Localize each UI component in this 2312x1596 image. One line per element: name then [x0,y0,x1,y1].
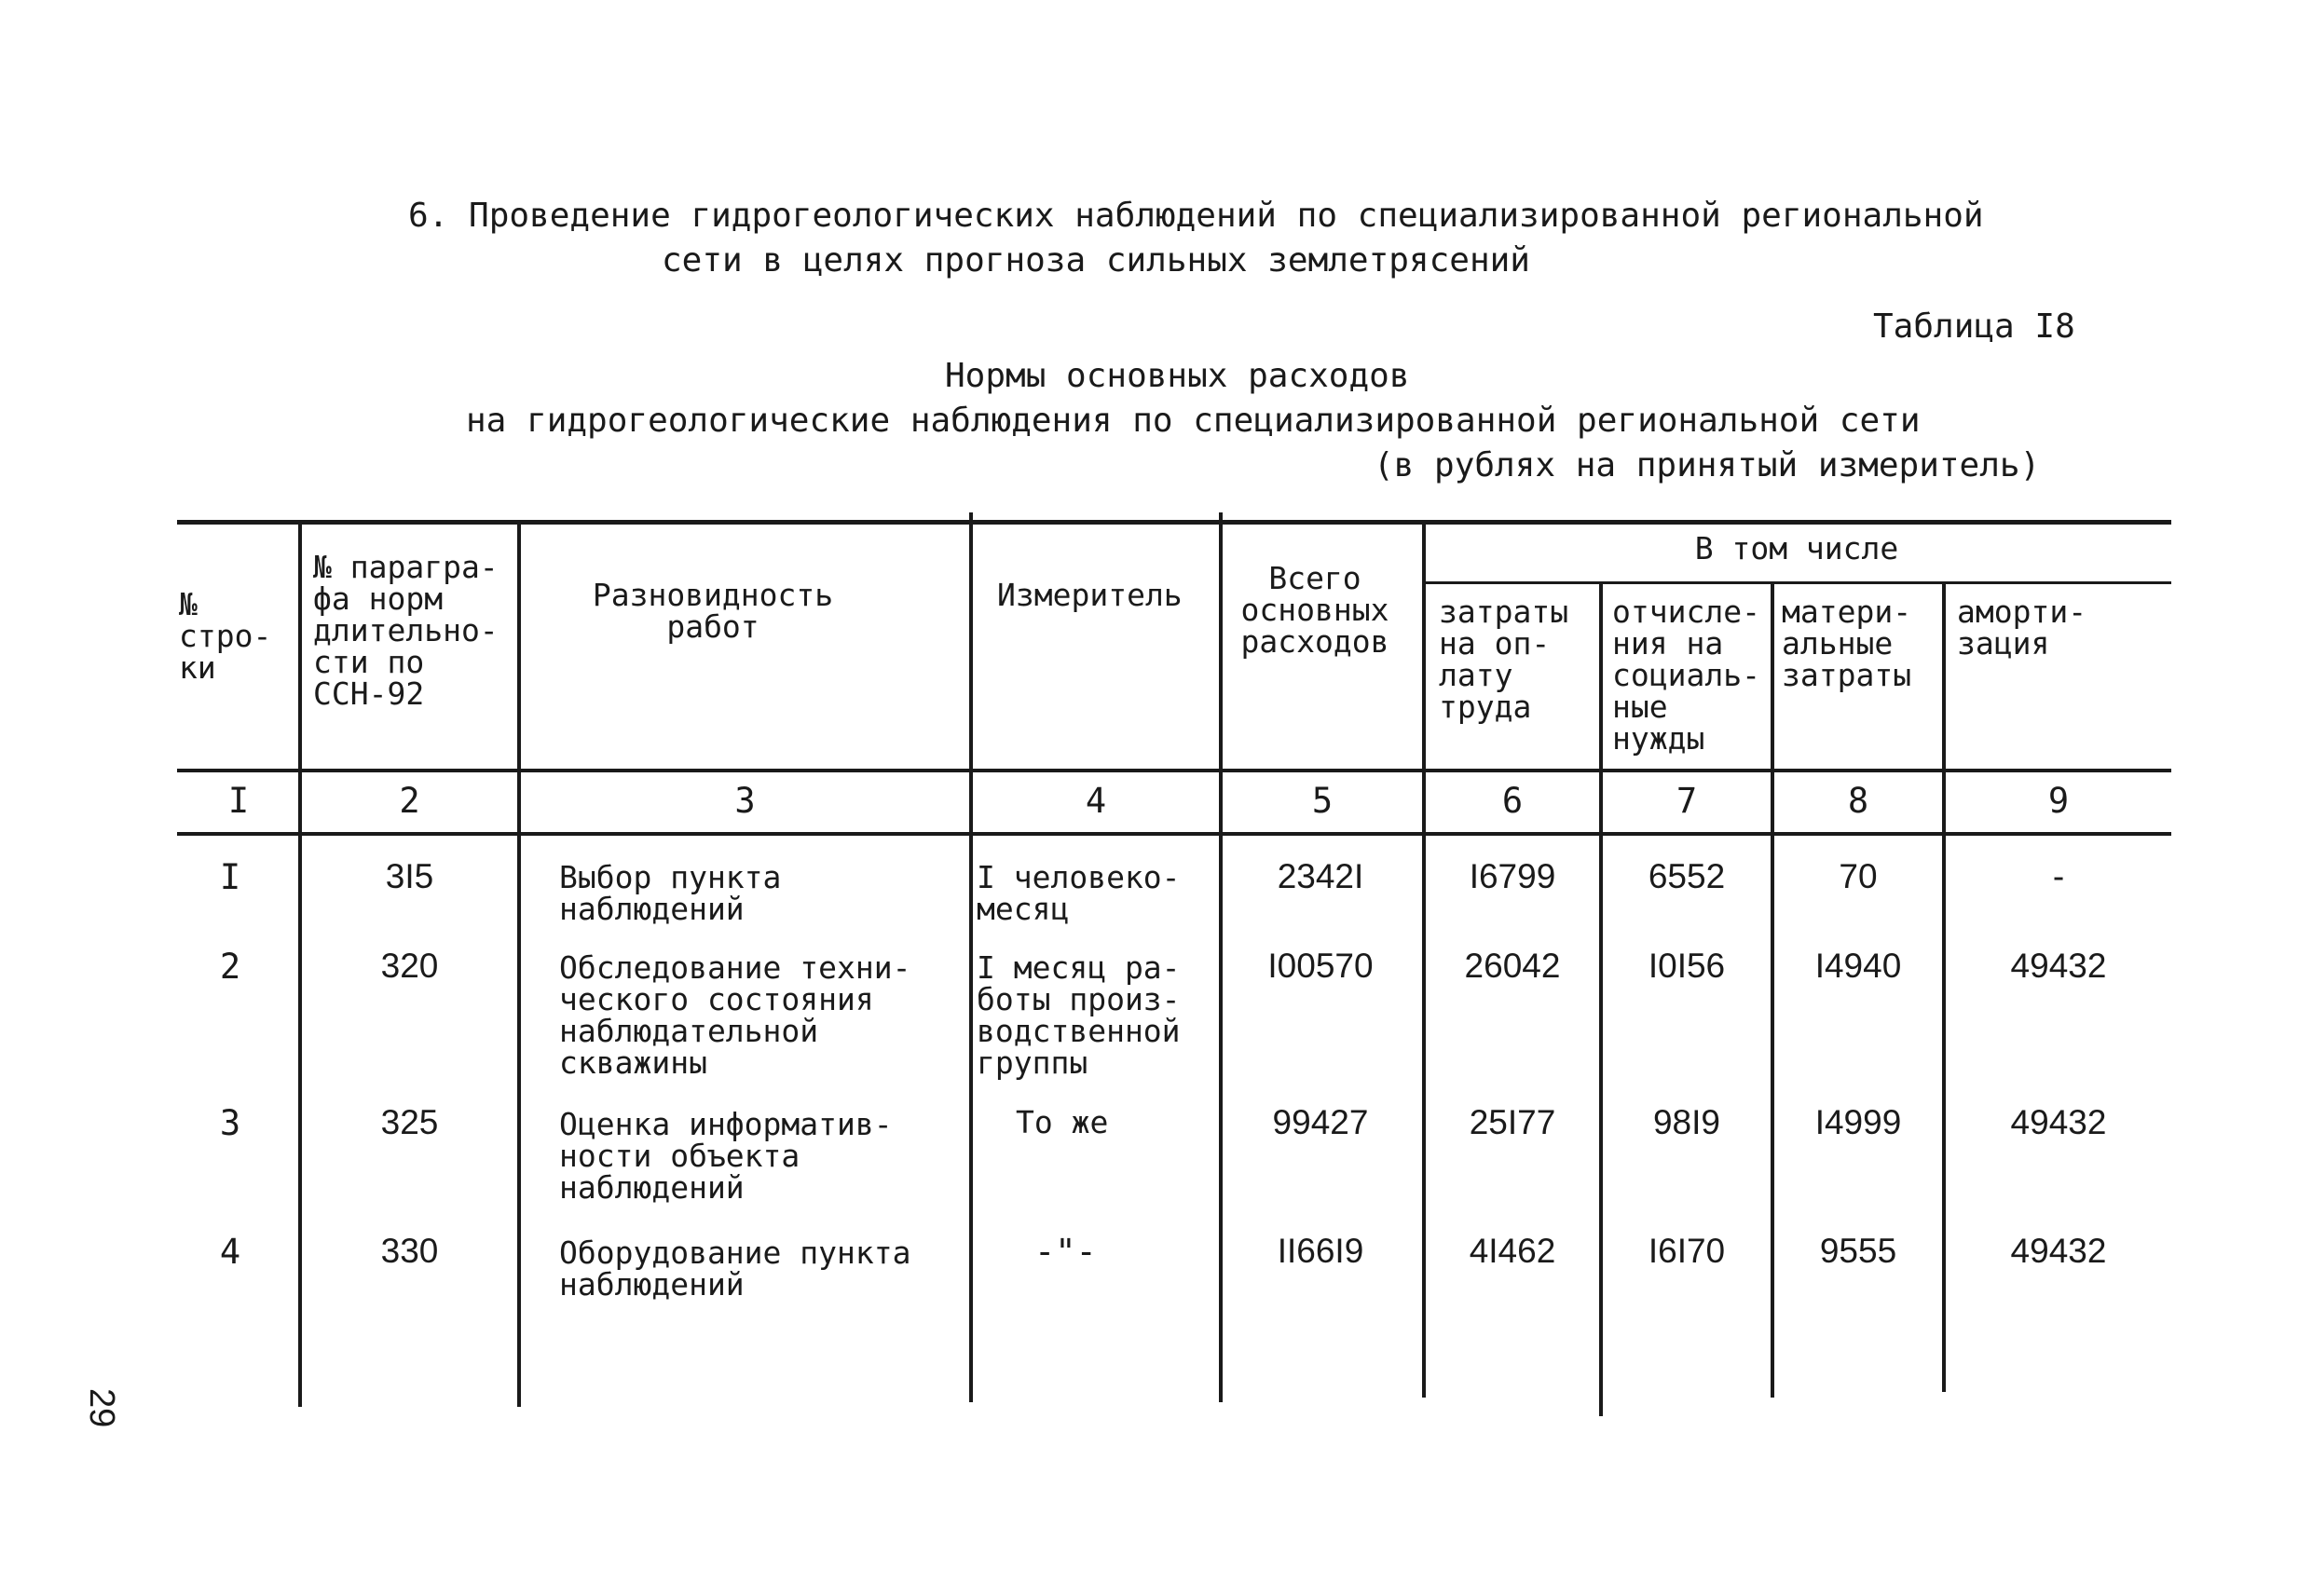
col-number: 5 [1311,781,1334,821]
col-number: 7 [1676,781,1698,821]
material-cost: I4999 [1814,1103,1902,1141]
labor-cost: 26042 [1464,947,1561,985]
material-cost: I4940 [1814,947,1902,985]
col-number: 4 [1085,781,1107,821]
labor-cost: 4I462 [1469,1232,1556,1270]
header-work-type: Разновидность работ [592,577,834,645]
col-number: 9 [2047,781,2070,821]
header-labor: затраты на оп-лату труда [1439,593,1569,725]
work-type: Выбор пункта наблюдений [559,859,782,927]
header-including: В том числе [1694,530,1899,566]
header-measure: Измеритель [997,577,1183,613]
header-social: отчисле-ния на социаль-ные нужды [1612,593,1760,757]
page-number: 29 [82,1388,121,1428]
work-type: Оборудование пункта наблюдений [559,1235,911,1303]
row-number: I [219,857,241,897]
work-type: Оценка информатив-ности объекта наблюдений [559,1106,893,1206]
table-label: Таблица I8 [1873,307,2075,346]
section-heading-line1: 6. Проведение гидрогеологических наблюдений по специализированной региональной [408,197,1984,235]
header-paragraph: № парагра-фа норм длительно-сти по ССН-92 [313,549,499,712]
material-cost: 70 [1839,857,1878,895]
col-number: I [227,781,250,821]
caption-line3: (в рублях на принятый измеритель) [1374,446,2041,484]
table-caption [466,354,2040,488]
row-number: 3 [219,1103,241,1143]
measure: I человеко-месяц [977,859,1181,927]
labor-cost: 25I77 [1469,1103,1556,1141]
total-cost: I00570 [1267,947,1374,985]
work-type: Обследование техни-ческого состояния наблюдательной скважины [559,949,911,1081]
paragraph-number: 330 [380,1232,439,1270]
row-number: 4 [219,1232,241,1272]
paragraph-number: 3I5 [385,857,434,895]
section-heading [408,194,1984,283]
social-cost: I0I56 [1648,947,1726,985]
material-cost: 9555 [1819,1232,1897,1270]
labor-cost: I6799 [1469,857,1556,895]
measure: I месяц ра-боты произ-водственной группы [977,949,1181,1081]
social-cost: I6I70 [1648,1232,1726,1270]
col-number: 8 [1847,781,1869,821]
col-number: 3 [734,781,756,821]
social-cost: 6552 [1648,857,1726,895]
amortization: 49432 [2010,1103,2107,1141]
paragraph-number: 325 [380,1103,439,1141]
header-total: Всего основных расходов [1240,560,1389,660]
amortization: 49432 [2010,947,2107,985]
total-cost: 2342I [1277,857,1364,895]
measure: То же [1016,1104,1109,1140]
social-cost: 98I9 [1652,1103,1720,1141]
total-cost: 99427 [1272,1103,1369,1141]
header-material: матери-альные затраты [1782,593,1912,693]
col-number: 6 [1501,781,1524,821]
header-amortization: аморти-зация [1957,593,2087,662]
col-number: 2 [399,781,420,821]
section-heading-line2: сети в целях прогноза сильных землетрясений [662,241,1530,280]
total-cost: II66I9 [1277,1232,1364,1270]
caption-line1: Нормы основных расходов [945,357,1410,395]
header-row-number: № стро-ки [179,586,272,686]
measure: -"- [1034,1232,1097,1272]
amortization: 49432 [2010,1232,2107,1270]
row-number: 2 [219,947,241,987]
amortization: - [2052,857,2065,895]
caption-line2: на гидрогеологические наблюдения по специализированной региональной сети [466,402,1921,440]
paragraph-number: 320 [380,947,439,985]
